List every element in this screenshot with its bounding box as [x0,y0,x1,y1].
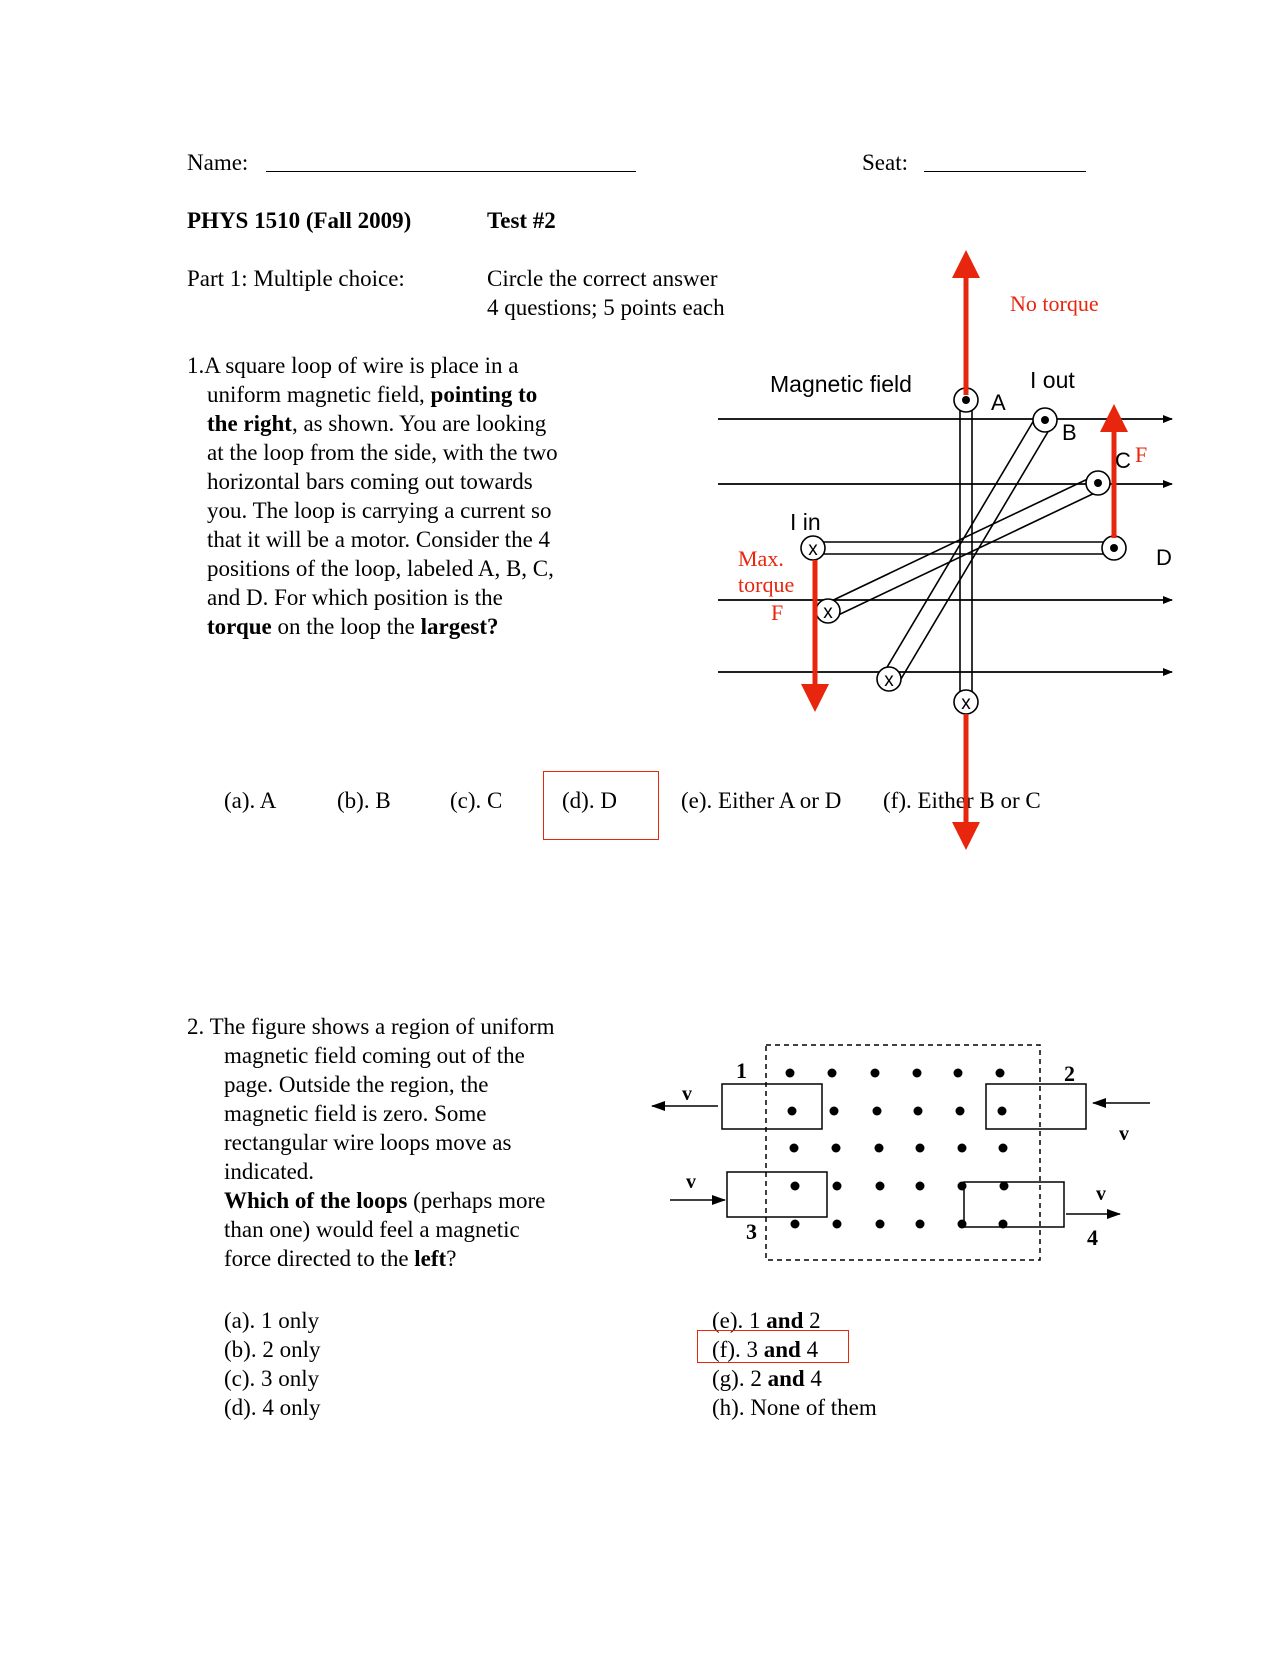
position-d-label: D [1156,545,1172,570]
velocity-label-2: v [1119,1123,1129,1145]
loop-c [825,476,1101,618]
velocity-label-1: v [682,1083,692,1105]
force-max-label: F [771,600,784,625]
max-torque-force-down-arrow [801,560,829,712]
loop-3-label: 3 [746,1219,757,1244]
loop-4-label: 4 [1087,1225,1098,1250]
no-torque-label: No torque [1010,291,1099,316]
question-2-text: 2. The figure shows a region of uniform magnetic field coming out of the page. Outside the region, the magnetic field is zero. Some rectangular wire loops move as indicated. Which of the loops (perhaps more than one) would feel a magnetic force directed to the left? [187,1014,555,1271]
max-label: Max. [738,546,784,571]
wire-loop-3 [727,1172,827,1217]
course-title: PHYS 1510 (Fall 2009) [187,208,412,233]
svg-text:x: x [961,693,971,714]
velocity-label-3: v [686,1171,696,1193]
q2-choice-b[interactable]: (b). 2 only [224,1337,321,1362]
current-out-b [1033,408,1057,432]
wire-loop-4 [964,1182,1064,1227]
current-in-c [816,599,840,623]
loop-1-label: 1 [736,1058,747,1083]
current-out-d [1102,536,1126,560]
q1-choice-a[interactable]: (a). A [224,788,277,813]
velocity-label-4: v [1096,1183,1106,1205]
q2-choice-e[interactable]: (e). 1 and 2 [712,1308,821,1333]
current-in-d [801,536,825,560]
seat-line [924,171,1086,172]
i-in-label: I in [790,509,821,535]
q1-choice-c[interactable]: (c). C [450,788,503,813]
q2-answer-box [697,1330,849,1363]
name-label: Name: [187,150,249,175]
q1-choice-d[interactable]: (d). D [562,788,617,813]
current-in-b [877,667,901,691]
q1-choice-b[interactable]: (b). B [337,788,391,813]
q2-choice-f[interactable]: (f). 3 and 4 [712,1337,819,1362]
wire-loop-2 [986,1084,1086,1129]
part-label: Part 1: Multiple choice: [187,266,405,291]
q2-choice-g[interactable]: (g). 2 and 4 [712,1366,822,1391]
name-line [266,171,636,172]
position-a-label: A [991,390,1006,415]
loop-2-label: 2 [1064,1061,1075,1086]
loop-a [960,402,972,695]
position-c-label: C [1115,448,1131,473]
current-out-c [1086,471,1110,495]
q2-choice-h[interactable]: (h). None of them [712,1395,877,1420]
question-1-text: 1.A square loop of wire is place in a uniform magnetic field, pointing to the right, as shown. You are looking at the loop from the side, with the two horizontal bars coming out towards you. The loop is carrying a current so that it will be a motor. Consider the 4 positions of the loop, labeled A, B, C, and D. For which position is the torque on the loop the largest? [187,353,558,639]
loop-d [815,542,1116,554]
q1-answer-box [543,771,659,840]
torque-label: torque [738,572,795,597]
magnetic-field-label: Magnetic field [770,371,912,397]
field-dots [786,1069,1009,1229]
q1-choice-f[interactable]: (f). Either B or C [883,788,1041,813]
force-down-arrow-a [950,700,986,852]
no-torque-force-up-arrow [952,250,980,395]
svg-text:x: x [823,602,833,623]
q2-choice-d[interactable]: (d). 4 only [224,1395,321,1420]
position-b-label: B [1062,420,1077,445]
seat-label: Seat: [862,150,908,175]
test-title: Test #2 [487,208,556,233]
loop-b [883,415,1052,684]
i-out-label: I out [1030,367,1075,393]
instruction-2: 4 questions; 5 points each [487,295,725,320]
svg-text:x: x [884,670,894,691]
instruction-1: Circle the correct answer [487,266,718,291]
q1-figure [700,240,1180,714]
force-c-label: F [1135,442,1148,467]
q2-figure [640,1030,1160,1270]
svg-text:x: x [808,539,818,560]
q1-choice-e[interactable]: (e). Either A or D [681,788,842,813]
wire-loop-1 [722,1084,822,1129]
q2-choice-c[interactable]: (c). 3 only [224,1366,320,1391]
q2-choice-a[interactable]: (a). 1 only [224,1308,320,1333]
